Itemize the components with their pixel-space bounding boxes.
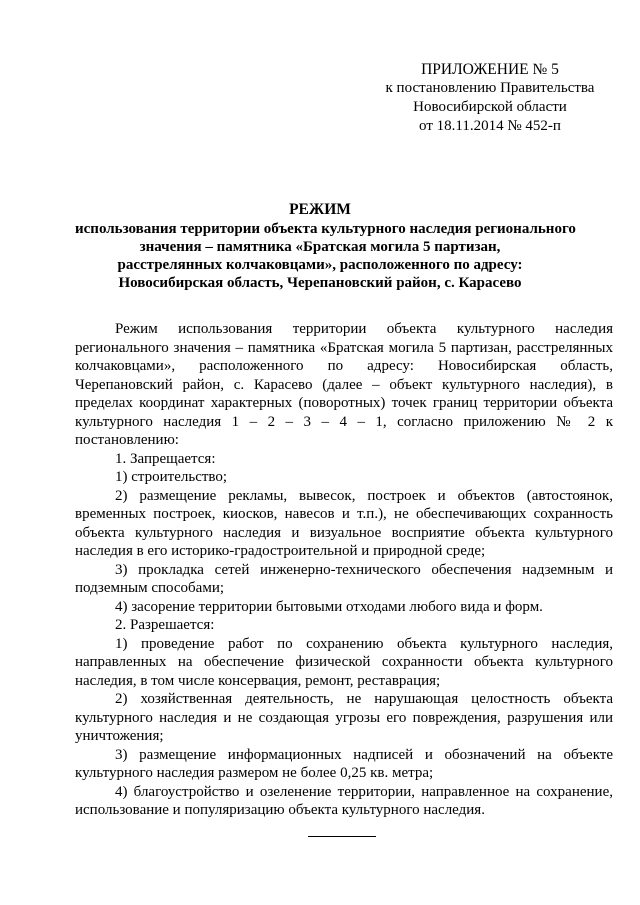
allowed-heading: 2. Разрешается: <box>115 617 215 633</box>
prohibited-item-2: 2) размещение рекламы, вывесок, построек и объектов (автостоянок, временных построек, киосков, навесов и т.п.), не обеспечивающих сохранность объекта культурного наследия и визуальное восприятие объекта культурного наследия в его историко-градостроительной и природной среде; <box>75 487 613 559</box>
intro-paragraph: Режим использования территории объекта культурного наследия регионального значения – памятника «Братская могила 5 партизан, расстрелянных колчаковцами», расположенного по адресу: Новосибирская область, Черепановский район, с. Карасево (далее – объект культурного наследия), в пределах координат характерных (поворотных) точек границ территории объекта культурного наследия 1 – 2 – 3 – 4 – 1, согласно приложению № 2 к постановлению: <box>75 321 613 448</box>
heading-line-3: расстрелянных колчаковцами», расположенного по адресу: <box>117 257 523 273</box>
heading-line-2: значения – памятника «Братская могила 5 партизан, <box>139 239 501 255</box>
heading-line-4: Новосибирская область, Черепановский район, с. Карасево <box>118 275 522 291</box>
heading-title: РЕЖИМ <box>289 201 351 218</box>
document-body <box>75 320 613 820</box>
appendix-title: ПРИЛОЖЕНИЕ № 5 <box>421 61 559 78</box>
allowed-item-4: 4) благоустройство и озеленение территории, направленное на сохранение, использование и популяризацию объекта культурного наследия. <box>75 783 613 818</box>
appendix-line-2: Новосибирской области <box>413 99 567 115</box>
appendix-block <box>380 60 600 136</box>
end-separator-line <box>308 836 376 837</box>
prohibited-item-1: 1) строительство; <box>115 469 228 485</box>
appendix-line-1: к постановлению Правительства <box>385 80 595 96</box>
prohibited-item-3: 3) прокладка сетей инженерно-технического обеспечения надземным и подземным способами; <box>75 561 613 596</box>
prohibited-heading: 1. Запрещается: <box>115 450 216 467</box>
document-heading <box>75 201 576 292</box>
allowed-item-2: 2) хозяйственная деятельность, не нарушающая целостность объекта культурного наследия и не создающая угрозы его повреждения, разрушения или уничтожения; <box>75 691 613 744</box>
heading-line-1: использования территории объекта культурного наследия регионального <box>75 221 576 237</box>
appendix-line-3: от 18.11.2014 № 452-п <box>419 118 561 134</box>
allowed-item-1: 1) проведение работ по сохранению объекта культурного наследия, направленных на обеспечение физической сохранности объекта культурного наследия, в том числе консервация, ремонт, реставрация; <box>75 635 613 689</box>
allowed-item-3: 3) размещение информационных надписей и обозначений на объекте культурного наследия размером не более 0,25 кв. метра; <box>75 746 613 781</box>
prohibited-item-4: 4) засорение территории бытовыми отходами любого вида и форм. <box>115 598 543 615</box>
